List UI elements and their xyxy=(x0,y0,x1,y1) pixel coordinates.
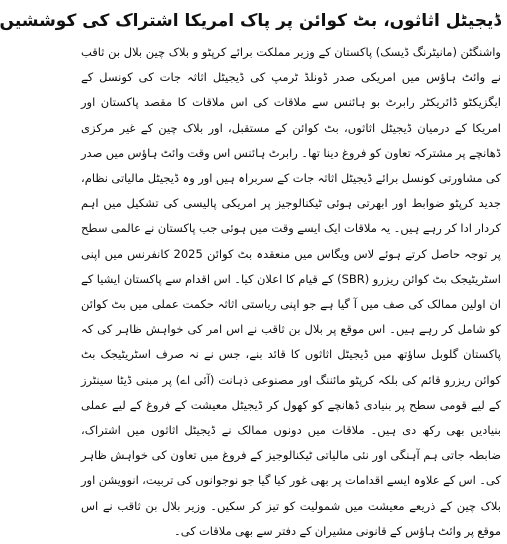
article-body xyxy=(81,40,501,544)
article-paragraph: واشنگٹن (مانیٹرنگ ڈیسک) پاکستان کے وزیر مملکت برائے کرپٹو و بلاک چین بلال بن ثاقب نے وائٹ ہاؤس میں امریکی صدر ڈونلڈ ٹرمپ کی ڈیجیٹل اثاثہ جات کی کونسل کے ایگزیکٹو ڈائریکٹر رابرٹ بو ہائنس سے ملاقات کی اس ملاقات کا مقصد پاکستان اور امریکا کے درمیان ڈیجیٹل اثاثوں، بٹ کوائن کے مستقبل، اور بلاک چین کے غیر مرکزی ڈھانچے پر مشترکہ تعاون کو فروغ دینا تھا۔ رابرٹ ہائنس اس وقت وائٹ ہاؤس میں صدر کی مشاورتی کونسل برائے ڈیجیٹل اثاثہ جات کے سربراہ ہیں اور وہ ڈیجیٹل مالیاتی نظام، جدید کرپٹو ضوابط اور ابھرتی ہوئی ٹیکنالوجیز پر امریکی پالیسی کی تشکیل میں اہم کردار ادا کر رہے ہیں۔ یہ ملاقات ایک ایسے وقت میں ہوئی جب پاکستان نے عالمی سطح پر توجہ حاصل کرتے ہوئے لاس ویگاس میں منعقدہ بٹ کوائن 2025 کانفرنس میں اپنی اسٹریٹیجک بٹ کوائن ریزرو (SBR) کے قیام کا اعلان کیا۔ اس اقدام سے پاکستان ایشیا کے ان اولین ممالک کی صف میں آ گیا ہے جو اپنی ریاستی اثاثہ حکمت عملی میں بٹ کوائن کو شامل کر رہے ہیں۔ اس موقع پر بلال بن ثاقب نے اس امر کی خواہش ظاہر کی کہ پاکستان گلوبل ساؤتھ میں ڈیجیٹل اثاثوں کا قائد بنے، جس نے نہ صرف اسٹریٹیجک بٹ کوائن ریزرو قائم کی بلکہ کرپٹو مائننگ اور مصنوعی ذہانت (آئی اے) پر مبنی ڈیٹا سینٹرز کے لیے قومی سطح پر بنیادی ڈھانچے کو کھول کر ڈیجیٹل معیشت کے فروغ کے لیے عملی بنیادیں بھی رکھ دی ہیں۔ ملاقات میں دونوں ممالک نے ڈیجیٹل اثاثوں میں اشتراک، ضابطہ جاتی ہم آہنگی اور نئی مالیاتی ٹیکنالوجیز کے فروغ میں تعاون کی خواہش ظاہر کی۔ اس کے علاوہ ایسے اقدامات پر بھی غور کیا گیا جو نوجوانوں کی تربیت، انوویشن اور بلاک چین کے ذریعے معیشت میں شمولیت کو تیز کر سکیں۔ وزیر بلال بن ثاقب نے اس موقع پر وائٹ ہاؤس کے قانونی مشیران کے دفتر سے بھی ملاقات کی۔ xyxy=(81,45,501,538)
article-headline: ڈیجیٹل اثاثوں، بٹ کوائن پر پاک امریکا اشتراک کی کوششیں xyxy=(0,11,501,31)
